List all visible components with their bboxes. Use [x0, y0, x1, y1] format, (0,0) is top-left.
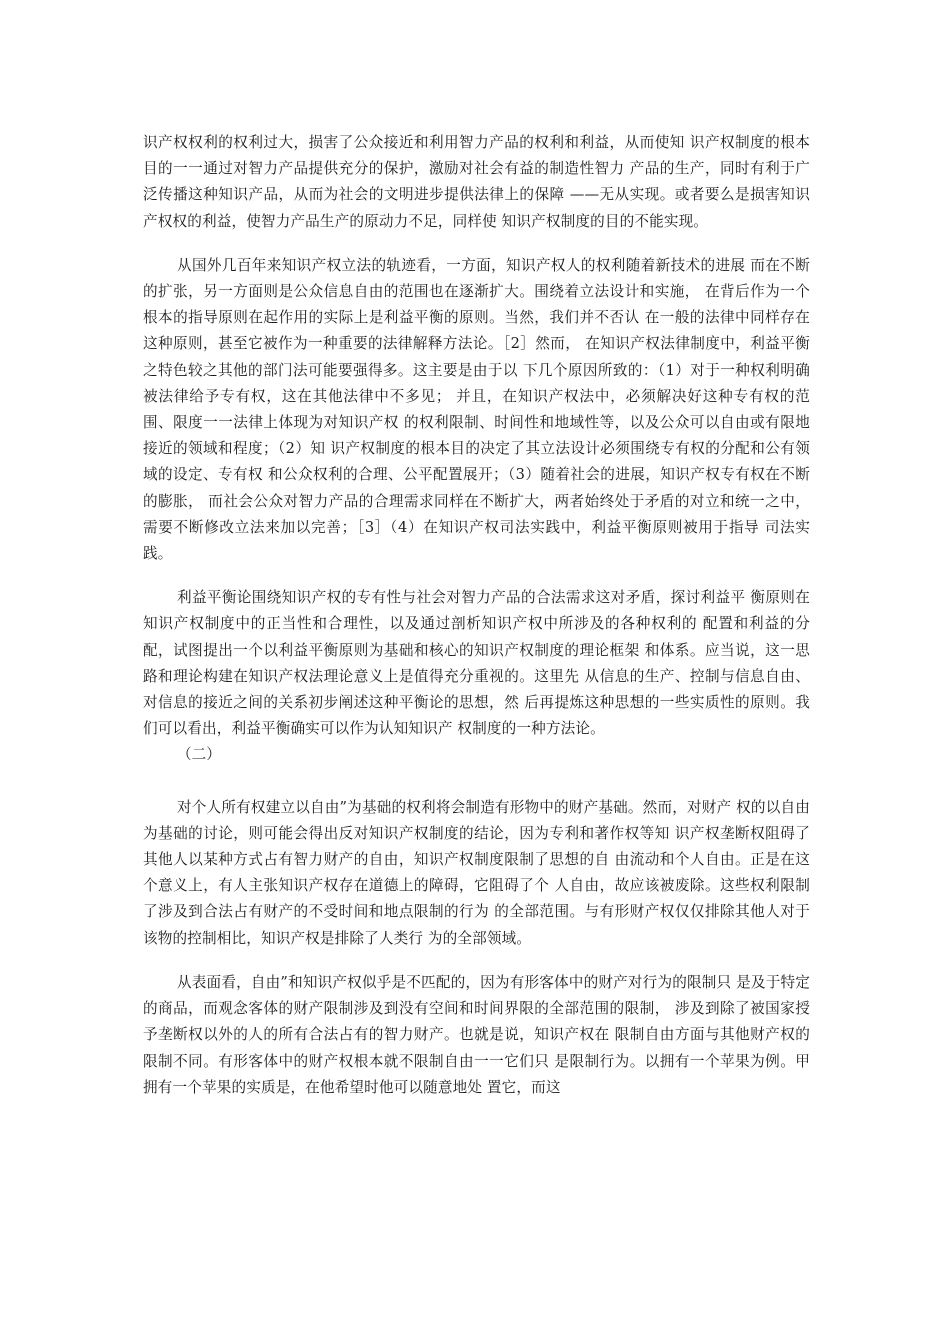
- section-heading: （二）: [177, 746, 221, 764]
- document-page: [143, 130, 810, 1101]
- paragraph-freedom-comparison: 从表面看，自由”和知识产权似乎是不匹配的，因为有形客体中的财产对行为的限制只 是及于特定的商品，而观念客体的财产限制涉及到没有空间和时间界限的全部范围的限制， 涉及到除了被国家授予垄断权以外的人的所有合法占有的智力财产。也就是说，知识产权在 限制自由方面与其他财产权的限制不同。有形客体中的财产权根本就不限制自由一一它们只 是限制行为。以拥有一个苹果为例。甲拥有一个苹果的实质是，在他希望时他可以随意地处 置它，而这: [143, 973, 810, 1096]
- paragraph-legislative-history: 从国外几百年来知识产权立法的轨迹看，一方面，知识产权人的权利随着新技术的进展 而在不断的扩张，另一方面则是公众信息自由的范围也在逐渐扩大。围绕着立法设计和实施， 在背后作为一个根本的指导原则在起作用的实际上是利益平衡的原则。当然，我们并不否认 在一般的法律中同样存在这种原则，甚至它被作为一种重要的法律解释方法论。［2］然而， 在知识产权法律制度中，利益平衡之特色较之其他的部门法可能要强得多。这主要是由于以 下几个原因所致的：（1）对于一种权利明确被法律给予专有权，这在其他法律中不多见； 并且，在知识产权法中，必须解决好这种专有权的范围、限度一一法律上体现为对知识产权 的权利限制、时间性和地域性等，以及公众可以自由或有限地接近的领域和程度；（2）知 识产权制度的根本目的决定了其立法设计必须围绕专有权的分配和公有领域的设定、专有权 和公众权利的合理、公平配置展开；（3）随着社会的进展，知识产权专有权在不断的膨胀， 而社会公众对智力产品的合理需求同样在不断扩大，两者始终处于矛盾的对立和统一之中， 需要不断修改立法来加以完善；［3］（4）在知识产权司法实践中，利益平衡原则被用于指导 司法实践。: [143, 256, 810, 563]
- paragraph-balance-theory: 利益平衡论围绕知识产权的专有性与社会对智力产品的合法需求这对矛盾，探讨利益平 衡原则在知识产权制度中的正当性和合理性，以及通过剖析知识产权中所涉及的各种权利的 配置和利益的分配，试图提出一个以利益平衡原则为基础和核心的知识产权制度的理论框架 和体系。应当说，这一思路和理论构建在知识产权法理论意义上是值得充分重视的。这里先 从信息的生产、控制与信息自由、对信息的接近之间的关系初步阐述这种平衡论的思想，然 后再提炼这种思想的一些实质性的原则。我们可以看出，利益平衡确实可以作为认知知识产 权制度的一种方法论。: [143, 589, 810, 738]
- paragraph-continuation: 识产权权利的权利过大，损害了公众接近和利用智力产品的权利和利益，从而使知 识产权制度的根本目的一一通过对智力产品提供充分的保护，激励对社会有益的制造性智力 产品的生产，同时有利于广泛传播这种知识产品，从而为社会的文明进步提供法律上的保障 ——无从实现。或者要么是损害知识产权权的利益，使智力产品生产的原动力不足，同样使 知识产权制度的目的不能实现。: [143, 134, 810, 230]
- paragraph-liberty-property: 对个人所有权建立以自由”为基础的权利将会制造有形物中的财产基础。然而，对财产 权的以自由为基础的讨论，则可能会得出反对知识产权制度的结论，因为专利和著作权等知 识产权垄断权阻碍了其他人以某种方式占有智力财产的自由，知识产权制度限制了思想的自 由流动和个人自由。正是在这个意义上，有人主张知识产权存在道德上的障碍，它阻碍了个 人自由，故应该被废除。这些权利限制了涉及到合法占有财产的不受时间和地点限制的行为 的全部范围。与有形财产权仅仅排除其他人对于该物的控制相比，知识产权是排除了人类行 为的全部领域。: [143, 798, 810, 947]
